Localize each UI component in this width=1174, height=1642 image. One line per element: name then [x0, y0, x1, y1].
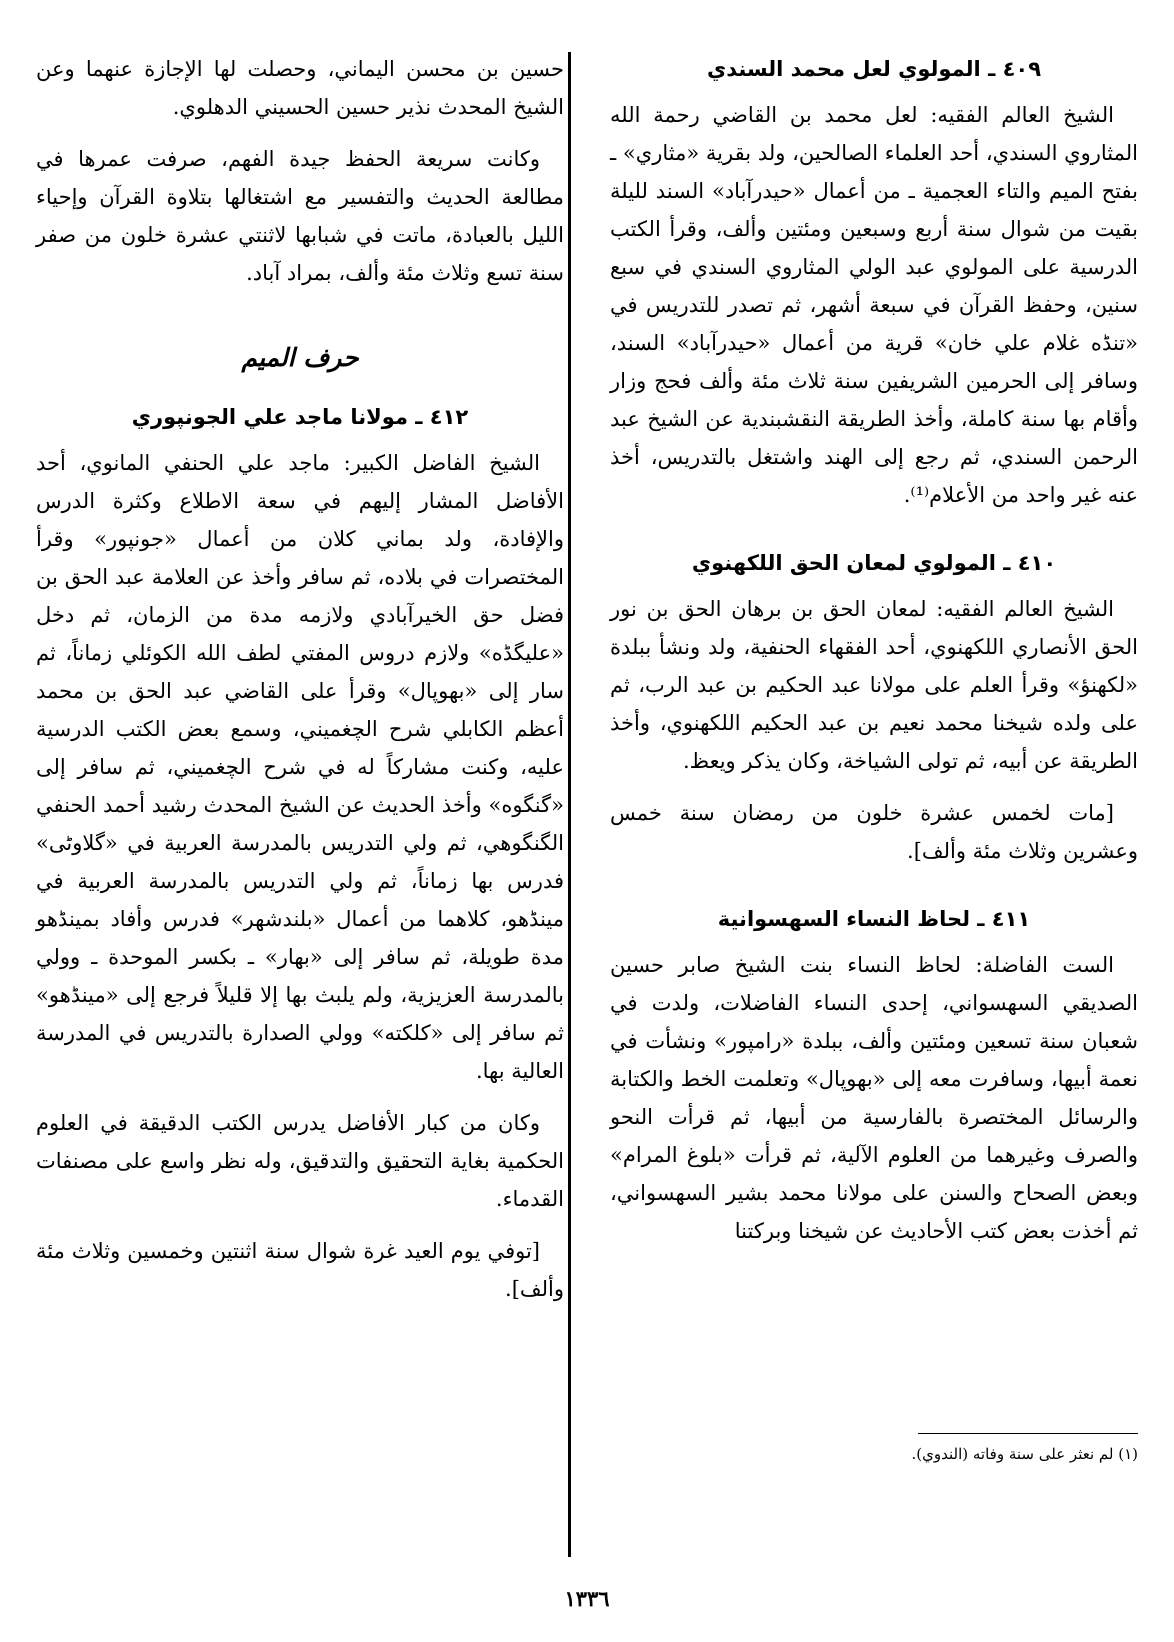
- footnote: (١) لم نعثر على سنة وفاته (الندوي).: [911, 1445, 1138, 1463]
- entry-411-continuation: حسين بن محسن اليماني، وحصلت لها الإجازة عنهما وعن الشيخ المحدث نذير حسين الحسيني الدهلوي.: [36, 57, 564, 119]
- entry-412-death-note: [توفي يوم العيد غرة شوال سنة اثنتين وخمسين وثلاث مئة وألف].: [36, 1239, 564, 1301]
- entry-410-death-note: [مات لخمس عشرة خلون من رمضان سنة خمس وعشرين وثلاث مئة وألف].: [610, 801, 1138, 863]
- right-column: [610, 50, 1138, 1250]
- entry-412-heading: ٤١٢ ـ مولانا ماجد علي الجونپوري: [131, 405, 469, 429]
- entry-410-paragraph: الشيخ العالم الفقيه: لمعان الحق بن برهان الحق بن نور الحق الأنصاري اللكهنوي، أحد الفقهاء الحنفية، ولد ونشأ ببلدة «لكهنؤ» وقرأ العلم على مولانا عبد الحكيم بن عبد الرب، ثم على ولده شيخنا محمد نعيم بن عبد الحكيم اللكهنوي، وأخذ الطريقة عن أبيه، ثم تولى الشياخة، وكان يذكر ويعظ.: [610, 597, 1138, 773]
- footnote-rule: [918, 1433, 1138, 1434]
- entry-412-paragraph-2: وكان من كبار الأفاضل يدرس الكتب الدقيقة في العلوم الحكمية بغاية التحقيق والتدقيق، وله نظر واسع على مصنفات القدماء.: [36, 1111, 564, 1211]
- left-column: [36, 50, 564, 1308]
- entry-411-heading: ٤١١ ـ لحاظ النساء السهسوانية: [717, 907, 1031, 931]
- entry-409-heading: ٤٠٩ ـ المولوي لعل محمد السندي: [706, 57, 1042, 81]
- page-number: ١٣٣٦: [564, 1586, 610, 1611]
- entry-412-paragraph: الشيخ الفاضل الكبير: ماجد علي الحنفي المانوي، أحد الأفاضل المشار إليهم في سعة الاطلاع وكثرة الدرس والإفادة، ولد بماني كلان من أعمال «جونپور» وقرأ المختصرات في بلاده، ثم سافر وأخذ عن العلامة عبد الحق بن فضل حق الخيرآبادي ولازمه مدة من الزمان، ثم دخل «عليگڈه» ولازم دروس المفتي لطف الله الكوئلي زماناً، ثم سار إلى «بهوپال» وقرأ على القاضي عبد الحق بن محمد أعظم الكابلي شرح الچغميني، وسمع بعض الكتب الدرسية عليه، وكنت مشاركاً له في شرح الچغميني، ثم سافر إلى «گنگوه» وأخذ الحديث عن الشيخ المحدث رشيد أحمد الحنفي الگنگوهي، ثم ولي التدريس بالمدرسة العربية في «گلاوٹی» فدرس بها زماناً، ثم ولي التدريس بالمدرسة العربية في مينڈهو، كلاهما من أعمال «بلندشهر» فدرس وأفاد بمينڈهو مدة طويلة، ثم سافر إلى «بهار» ـ بكسر الموحدة ـ وولي بالمدرسة العزيزية، ولم يلبث بها إلا قليلاً فرجع إلى «مينڈهو» ثم سافر إلى «كلكته» وولي الصدارة بالتدريس في المدرسة العالية بها.: [36, 451, 564, 1083]
- entry-409-paragraph: الشيخ العالم الفقيه: لعل محمد بن القاضي رحمة الله المثاروي السندي، أحد العلماء الصالحين، ولد بقرية «مثاري» ـ بفتح الميم والتاء العجمية ـ من أعمال «حيدرآباد» السند لليلة بقيت من شوال سنة أربع وسبعين ومئتين وألف، وقرأ الكتب الدرسية على المولوي عبد الولي المثاروي السندي في سبع سنين، وحفظ القرآن في سبعة أشهر، ثم تصدر للتدريس في «تنڈه غلام علي خان» قرية من أعمال «حيدرآباد» السند، وسافر إلى الحرمين الشريفين سنة ثلاث مئة وألف فحج وزار وأقام بها سنة كاملة، وأخذ الطريقة النقشبندية عن الشيخ عبد الرحمن السندي، ثم رجع إلى الهند واشتغل بالتدريس، أخذ عنه غير واحد من الأعلام⁽¹⁾.: [610, 103, 1138, 507]
- section-heading: حرف الميم: [241, 343, 359, 372]
- entry-411-paragraph-2: وكانت سريعة الحفظ جيدة الفهم، صرفت عمرها في مطالعة الحديث والتفسير مع اشتغالها بتلاوة القرآن وإحياء الليل بالعبادة، ماتت في شبابها لاثنتي عشرة خلون من صفر سنة تسع وثلاث مئة وألف، بمراد آباد.: [36, 147, 564, 285]
- entry-411-paragraph: الست الفاضلة: لحاظ النساء بنت الشيخ صابر حسين الصديقي السهسواني، إحدى النساء الفاضلات، ولدت في شعبان سنة تسعين ومئتين وألف، ببلدة «رامپور» ونشأت في نعمة أبيها، وسافرت معه إلى «بهوپال» وتعلمت الخط والكتابة والرسائل المختصرة بالفارسية من أبيها، ثم قرأت النحو والصرف وغيرهما من العلوم الآلية، ثم قرأت «بلوغ المرام» وبعض الصحاح والسنن على مولانا محمد بشير السهسواني، ثم أخذت بعض كتب الأحاديث عن شيخنا وبركتنا: [610, 953, 1138, 1243]
- entry-410-heading: ٤١٠ ـ المولوي لمعان الحق اللكهنوي: [691, 551, 1057, 575]
- column-divider: [568, 52, 571, 1557]
